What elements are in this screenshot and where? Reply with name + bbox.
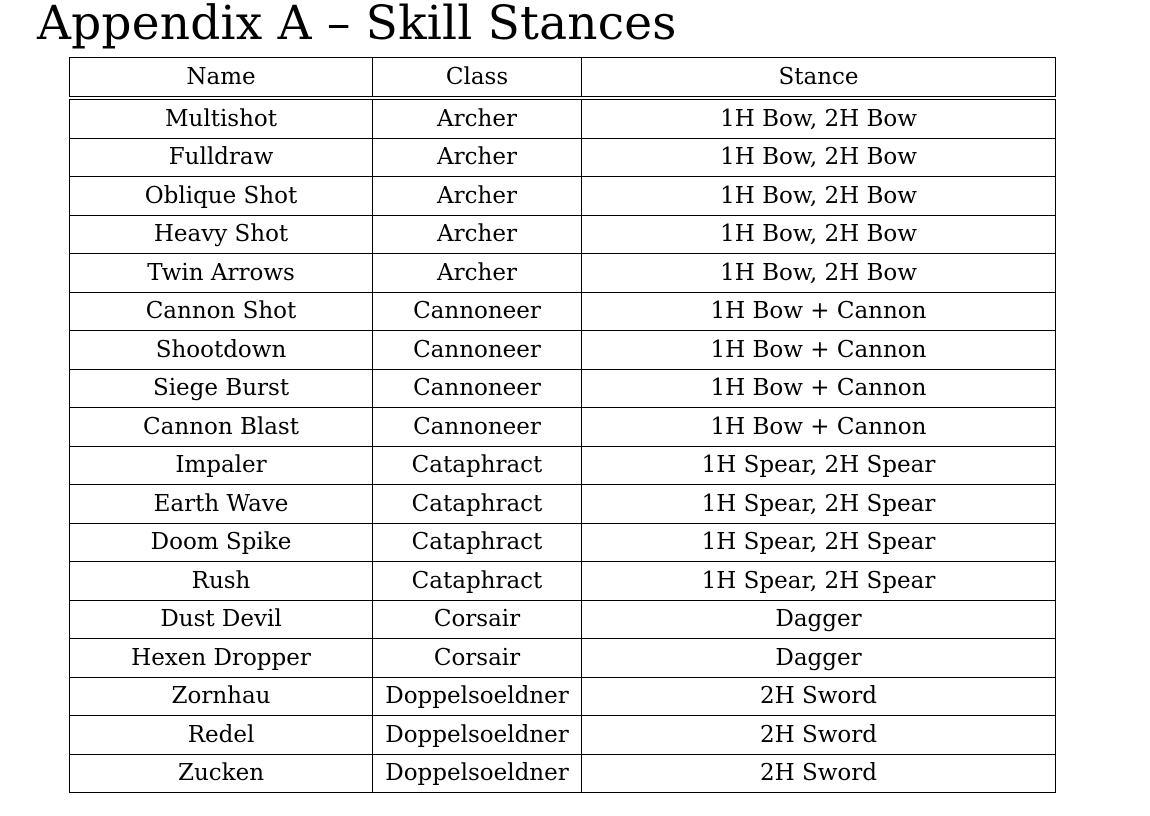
cell-stance: 1H Bow, 2H Bow [582,138,1056,177]
table-row [70,98,1056,138]
table-row [70,408,1056,447]
table-row [70,369,1056,408]
cell-stance: 1H Spear, 2H Spear [582,562,1056,601]
table-row [70,215,1056,254]
cell-name: Multishot [70,98,373,138]
cell-name: Fulldraw [70,138,373,177]
cell-stance: 1H Bow, 2H Bow [582,177,1056,216]
header-class: Class [373,58,582,99]
cell-name: Oblique Shot [70,177,373,216]
cell-stance: 1H Bow, 2H Bow [582,254,1056,293]
table-row [70,177,1056,216]
table-row [70,254,1056,293]
cell-class: Cannoneer [373,292,582,331]
cell-stance: 1H Bow, 2H Bow [582,215,1056,254]
cell-stance: 1H Bow + Cannon [582,369,1056,408]
cell-stance: 1H Bow, 2H Bow [582,98,1056,138]
table-header-row [70,58,1056,99]
cell-stance: 1H Bow + Cannon [582,331,1056,370]
header-stance: Stance [582,58,1056,99]
table-row [70,446,1056,485]
cell-class: Cannoneer [373,369,582,408]
cell-stance: 2H Sword [582,677,1056,716]
table-row [70,331,1056,370]
table-row [70,639,1056,678]
table-row [70,754,1056,793]
table-row [70,523,1056,562]
cell-class: Cataphract [373,485,582,524]
cell-stance: 1H Spear, 2H Spear [582,523,1056,562]
cell-name: Impaler [70,446,373,485]
cell-class: Cannoneer [373,408,582,447]
table-row [70,485,1056,524]
table-row [70,600,1056,639]
cell-class: Cataphract [373,446,582,485]
cell-name: Zucken [70,754,373,793]
cell-name: Heavy Shot [70,215,373,254]
cell-name: Cannon Blast [70,408,373,447]
skill-stances-table-container [69,57,1055,793]
cell-name: Doom Spike [70,523,373,562]
cell-name: Zornhau [70,677,373,716]
cell-stance: 1H Spear, 2H Spear [582,446,1056,485]
table-body [70,98,1056,793]
table-header [70,58,1056,99]
cell-class: Corsair [373,639,582,678]
page-title: Appendix A – Skill Stances [37,0,677,51]
cell-class: Archer [373,138,582,177]
cell-stance: 1H Bow + Cannon [582,408,1056,447]
cell-class: Doppelsoeldner [373,716,582,755]
table-row [70,677,1056,716]
cell-name: Cannon Shot [70,292,373,331]
cell-stance: 2H Sword [582,754,1056,793]
cell-class: Archer [373,98,582,138]
cell-class: Cataphract [373,523,582,562]
header-name: Name [70,58,373,99]
cell-class: Archer [373,177,582,216]
table-row [70,292,1056,331]
cell-class: Doppelsoeldner [373,754,582,793]
cell-stance: 1H Spear, 2H Spear [582,485,1056,524]
cell-stance: 2H Sword [582,716,1056,755]
cell-name: Earth Wave [70,485,373,524]
skill-stances-table [69,57,1056,793]
table-row [70,716,1056,755]
cell-stance: 1H Bow + Cannon [582,292,1056,331]
cell-class: Doppelsoeldner [373,677,582,716]
table-row [70,562,1056,601]
cell-name: Redel [70,716,373,755]
cell-name: Shootdown [70,331,373,370]
cell-class: Cannoneer [373,331,582,370]
table-row [70,138,1056,177]
cell-stance: Dagger [582,639,1056,678]
cell-class: Corsair [373,600,582,639]
cell-name: Dust Devil [70,600,373,639]
cell-name: Twin Arrows [70,254,373,293]
cell-class: Archer [373,215,582,254]
cell-name: Siege Burst [70,369,373,408]
cell-stance: Dagger [582,600,1056,639]
cell-class: Archer [373,254,582,293]
cell-name: Hexen Dropper [70,639,373,678]
cell-class: Cataphract [373,562,582,601]
cell-name: Rush [70,562,373,601]
